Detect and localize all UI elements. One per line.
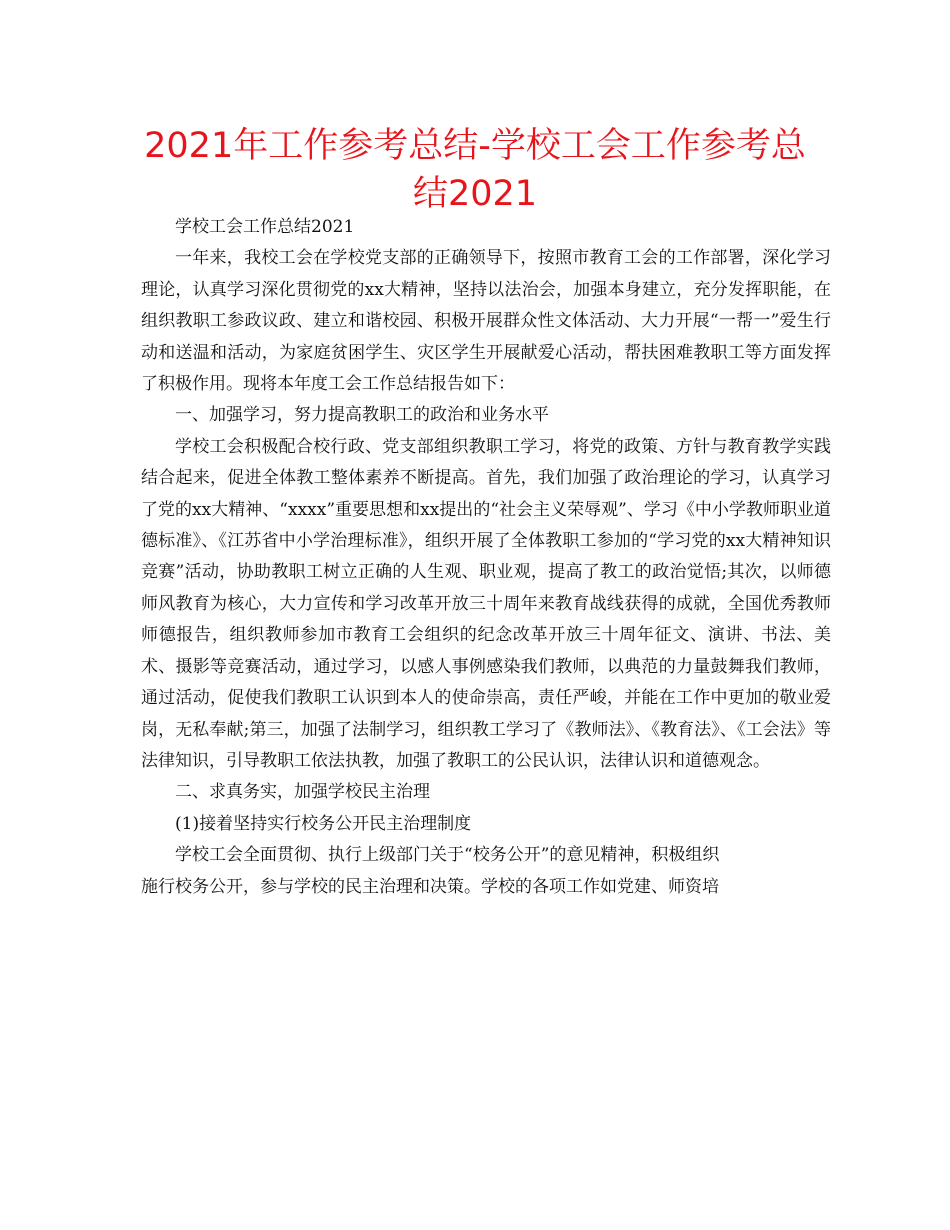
section-heading-1: 一、加强学习，努力提高教职工的政治和业务水平 bbox=[175, 405, 549, 426]
subtitle-paragraph: 学校工会工作总结2021 bbox=[175, 217, 355, 237]
subsection-heading-1: (1)接着坚持实行校务公开民主治理制度 bbox=[175, 813, 472, 834]
intro-paragraph: 一年来，我校工会在学校党支部的正确领导下，按照市教育工会的工作部署，深化学习理论，认真学习深化贯彻党的xx大精神，坚持以法治会，加强本身建立，充分发挥职能，在组织教职工参政议政、建立和谐校园、积极开展群众性文体活动、大力开展“一帮一”爱生行动和送温和活动，为家庭贫困学生、灾区学生开展献爱心活动，帮扶困难教职工等方面发挥了积极作用。现将本年度工会工作总结报告如下： bbox=[141, 248, 831, 395]
subsection-1-line-1: 学校工会全面贯彻、执行上级部门关于“校务公开”的意见精神，积极组织 bbox=[175, 845, 720, 866]
subsection-1-line-2: 施行校务公开，参与学校的民主治理和决策。学校的各项工作如党建、师资培 bbox=[141, 876, 719, 897]
section-1-paragraph: 学校工会积极配合校行政、党支部组织教职工学习，将党的政策、方针与教育教学实践结合起来，促进全体教工整体素养不断提高。首先，我们加强了政治理论的学习，认真学习了党的xx大精神、“xxxx”重要思想和xx提出的“社会主义荣辱观”、学习《中小学教师职业道德标准》、《江苏省中小学治理标准》，组织开展了全体教职工参加的“学习党的xx大精神知识竞赛”活动，协助教职工树立正确的人生观、职业观，提高了教工的政治觉悟;其次，以师德师风教育为核心，大力宣传和学习改革开放三十周年来教育战线获得的成就，全国优秀教师师德报告，组织教师参加市教育工会组织的纪念改革开放三十周年征文、演讲、书法、美术、摄影等竞赛活动，通过学习，以感人事例感染我们教师，以典范的力量鼓舞我们教师，通过活动，促使我们教职工认识到本人的使命崇高，责任严峻，并能在工作中更加的敬业爱岗，无私奉献;第三，加强了法制学习，组织教工学习了《教师法》、《教育法》、《工会法》等法律知识，引导教职工依法执教，加强了教职工的公民认识，法律认识和道德观念。 bbox=[141, 436, 831, 771]
section-heading-2: 二、求真务实，加强学校民主治理 bbox=[175, 782, 430, 803]
document-body bbox=[141, 212, 831, 903]
document-title: 2021年工作参考总结-学校工会工作参考总结2021 bbox=[144, 126, 806, 214]
